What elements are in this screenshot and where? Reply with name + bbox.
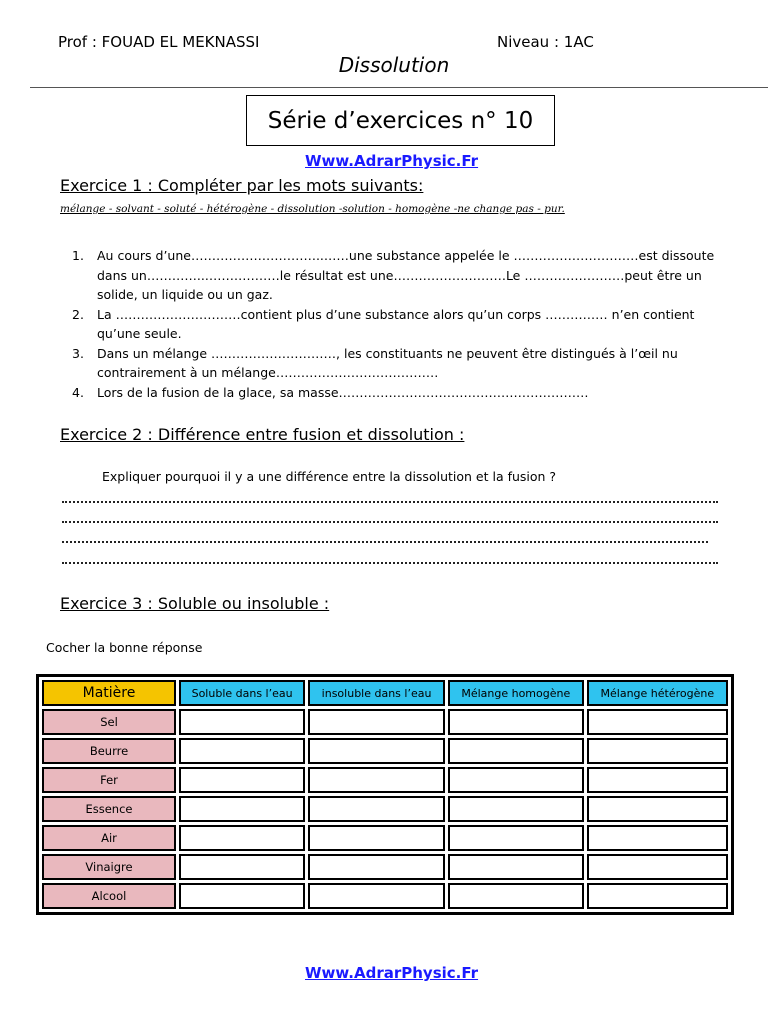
substance-label: Fer xyxy=(42,767,176,793)
answer-cell[interactable] xyxy=(179,883,305,909)
answer-cell[interactable] xyxy=(179,854,305,880)
site-link-top[interactable]: Www.AdrarPhysic.Fr xyxy=(305,152,479,170)
header-divider xyxy=(30,87,768,88)
table-row xyxy=(42,709,728,735)
answer-cell[interactable] xyxy=(448,825,584,851)
answer-cell[interactable] xyxy=(448,796,584,822)
subject-title: Dissolution xyxy=(338,53,450,77)
answer-cell[interactable] xyxy=(179,825,305,851)
answer-cell[interactable] xyxy=(587,767,728,793)
table-row xyxy=(42,883,728,909)
answer-cell[interactable] xyxy=(308,854,445,880)
question-number: 3. xyxy=(72,345,84,361)
answer-cell[interactable] xyxy=(448,767,584,793)
word-list: mélange - solvant - soluté - hétérogène - dissolution -solution - homogène -ne change pas - pur. xyxy=(60,203,565,215)
answer-cell[interactable] xyxy=(587,883,728,909)
solubility-table xyxy=(36,674,734,915)
answer-cell[interactable] xyxy=(308,709,445,735)
substance-label: Air xyxy=(42,825,176,851)
column-header: insoluble dans l’eau xyxy=(308,680,445,706)
question-item xyxy=(72,383,732,403)
table-row xyxy=(42,738,728,764)
table-row xyxy=(42,767,728,793)
question-number: 4. xyxy=(72,384,84,400)
exercise-1-questions xyxy=(72,246,732,402)
series-title xyxy=(246,95,555,146)
question-item xyxy=(72,246,732,305)
series-title-text: Série d’exercices n° 10 xyxy=(267,107,534,134)
answer-cell[interactable] xyxy=(308,825,445,851)
answer-cell[interactable] xyxy=(587,825,728,851)
exercise-3-title: Exercice 3 : Soluble ou insoluble : xyxy=(60,594,330,613)
exercise-1-title: Exercice 1 : Compléter par les mots suivants: xyxy=(60,176,424,195)
question-text: Lors de la fusion de la glace, sa masse…………………………………………………… xyxy=(97,384,589,400)
answer-cell[interactable] xyxy=(308,796,445,822)
table-header-row xyxy=(42,680,728,706)
answer-line[interactable] xyxy=(62,521,718,523)
substance-label: Essence xyxy=(42,796,176,822)
answer-cell[interactable] xyxy=(179,767,305,793)
substance-label: Alcool xyxy=(42,883,176,909)
substance-label: Beurre xyxy=(42,738,176,764)
substance-label: Sel xyxy=(42,709,176,735)
answer-cell[interactable] xyxy=(587,738,728,764)
answer-cell[interactable] xyxy=(448,738,584,764)
answer-cell[interactable] xyxy=(448,854,584,880)
answer-line[interactable] xyxy=(62,501,718,503)
exercise-2-question: Expliquer pourquoi il y a une différence entre la dissolution et la fusion ? xyxy=(102,469,557,484)
answer-cell[interactable] xyxy=(587,854,728,880)
question-item xyxy=(72,305,732,344)
matiere-header: Matière xyxy=(42,680,176,706)
substance-label: Vinaigre xyxy=(42,854,176,880)
answer-line[interactable] xyxy=(62,541,708,543)
question-text: La …………………………contient plus d’une substance alors qu’un corps …………… n’en contient qu’une seule. xyxy=(97,306,695,341)
answer-cell[interactable] xyxy=(448,709,584,735)
answer-cell[interactable] xyxy=(448,883,584,909)
site-link-bottom[interactable]: Www.AdrarPhysic.Fr xyxy=(305,964,479,982)
level: Niveau : 1AC xyxy=(497,33,594,51)
table-row xyxy=(42,854,728,880)
question-number: 1. xyxy=(72,248,84,263)
teacher-name: Prof : FOUAD EL MEKNASSI xyxy=(58,33,260,51)
table-row xyxy=(42,825,728,851)
answer-line[interactable] xyxy=(62,562,718,564)
answer-cell[interactable] xyxy=(179,738,305,764)
question-text: Dans un mélange …………………………, les constituants ne peuvent être distingués à l’œil nu contrairement à un mélange………………………………… xyxy=(97,345,678,380)
answer-cell[interactable] xyxy=(587,709,728,735)
exercise-3-instruction: Cocher la bonne réponse xyxy=(46,640,203,655)
exercise-2-title: Exercice 2 : Différence entre fusion et dissolution : xyxy=(60,425,465,444)
column-header: Mélange homogène xyxy=(448,680,584,706)
answer-cell[interactable] xyxy=(308,738,445,764)
column-header: Soluble dans l’eau xyxy=(179,680,305,706)
question-item xyxy=(72,344,732,383)
answer-cell[interactable] xyxy=(308,883,445,909)
answer-cell[interactable] xyxy=(308,767,445,793)
table-row xyxy=(42,796,728,822)
question-number: 2. xyxy=(72,306,84,322)
answer-cell[interactable] xyxy=(179,796,305,822)
column-header: Mélange hétérogène xyxy=(587,680,728,706)
answer-cell[interactable] xyxy=(587,796,728,822)
answer-cell[interactable] xyxy=(179,709,305,735)
question-text: Au cours d’une…………………………..……une substance appelée le …………………………est dissoute dans un…………..………………le résultat est une………………………Le ……………………peut être un solide, un liquide ou un gaz. xyxy=(97,248,715,302)
